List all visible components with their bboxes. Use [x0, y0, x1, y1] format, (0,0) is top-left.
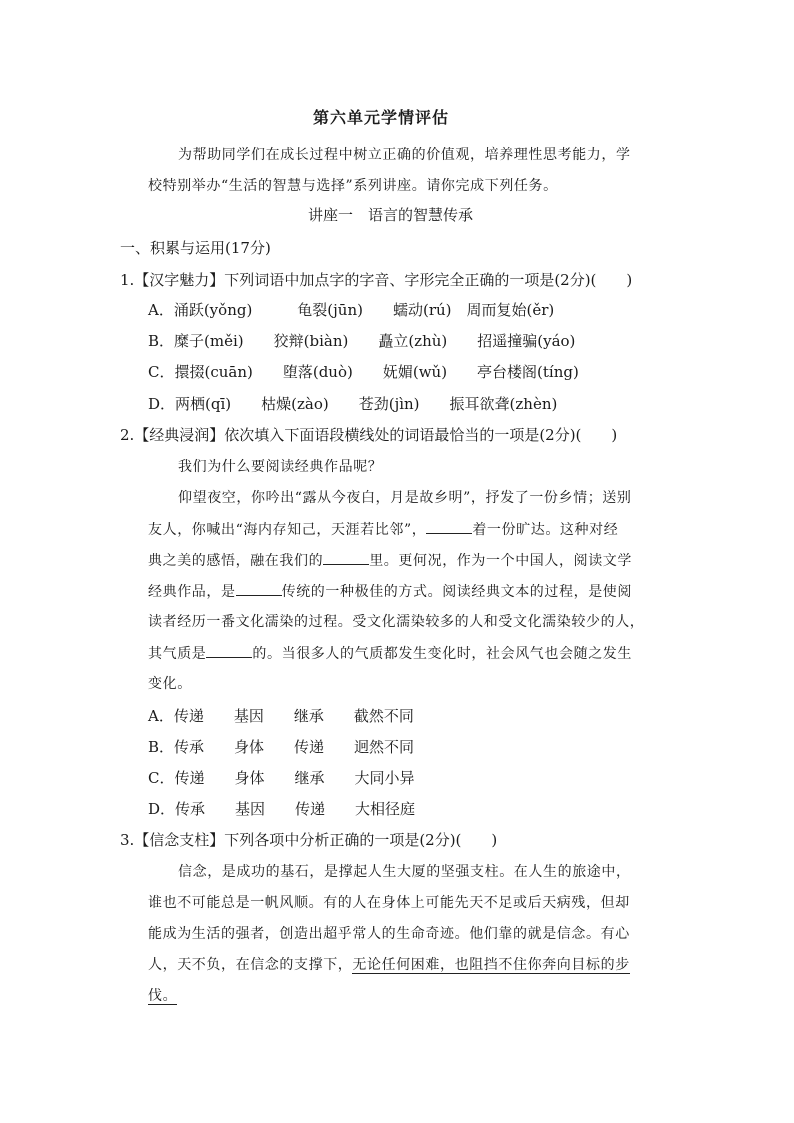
passage-text: 其气质是 — [148, 646, 207, 662]
passage-text: 的。当很多人的气质都发生变化时，社会风气也会随之发生 — [252, 646, 633, 662]
fill-blank-4 — [206, 643, 252, 658]
question-3-stem: 3.【信念支柱】下列各项中分析正确的一项是(2分)( ) — [120, 831, 498, 849]
passage-2-line-4 — [148, 550, 632, 571]
question-1-option-c: C．擐掇(cuān) 堕落(duò) 妩媚(wǔ) 亭台楼阁(tíng) — [148, 363, 579, 381]
question-1-option-b: B．糜子(měi) 狡辩(biàn) 矗立(zhù) 招遥撞骗(yáo) — [148, 332, 576, 350]
passage-text: 典之美的感悟，融在我们的 — [148, 553, 324, 569]
question-1-option-d: D．两栖(qī) 枯燥(zào) 苍劲(jìn) 振耳欲聋(zhèn) — [148, 395, 558, 413]
intro-line-1: 为帮助同学们在成长过程中树立正确的价值观，培养理性思考能力，学 — [178, 147, 631, 163]
passage-text: 人，天不负，在信念的支撑下， — [148, 957, 353, 973]
passage-3-line-5 — [148, 986, 177, 1006]
passage-3-line-2: 谁也不可能总是一帆风顺。有的人在身体上可能先天不足或后天病残，但却 — [148, 895, 630, 911]
passage-3-line-4 — [148, 955, 630, 975]
section-heading: 一、积累与运用(17分) — [120, 239, 271, 257]
passage-text: 经典作品，是 — [148, 584, 236, 600]
passage-2-line-6: 读者经历一番文化濡染的过程。受文化濡染较多的人和受文化濡染较少的人， — [148, 614, 645, 630]
passage-2-line-7 — [148, 643, 632, 664]
passage-3-line-1: 信念，是成功的基石，是撑起人生大厦的坚强支柱。在人生的旅途中， — [178, 864, 631, 880]
passage-text: 传统的一种极佳的方式。阅读经典文本的过程，是使阅 — [281, 584, 633, 600]
passage-3-line-3: 能成为生活的强者，创造出超乎常人的生命奇迹。他们靠的就是信念。有心 — [148, 926, 630, 942]
fill-blank-2 — [323, 550, 369, 565]
underlined-sentence: 无论任何困难，也阻挡不住你奔向目标的步 — [352, 957, 630, 973]
question-2-option-c: C．传递 身体 继承 大同小异 — [148, 769, 415, 787]
intro-line-2: 校特别举办“生活的智慧与选择”系列讲座。请你完成下列任务。 — [148, 178, 558, 194]
question-1-stem: 1.【汉字魅力】下列词语中加点字的字音、字形完全正确的一项是(2分)( ) — [120, 271, 633, 289]
passage-text: 友人，你喊出“海内存知己，天涯若比邻”， — [148, 522, 427, 538]
fill-blank-1 — [426, 519, 472, 534]
passage-2-line-3 — [148, 519, 618, 540]
question-2-option-a: A．传递 基因 继承 截然不同 — [148, 707, 414, 725]
question-2-option-b: B．传承 身体 传递 迥然不同 — [148, 738, 415, 756]
passage-2-line-1: 我们为什么要阅读经典作品呢？ — [178, 459, 383, 475]
passage-2-line-5 — [148, 581, 632, 602]
passage-2-line-2: 仰望夜空，你吟出“露从今夜白，月是故乡明”，抒发了一份乡情；送别 — [178, 490, 632, 506]
lecture-title: 讲座一 语言的智慧传承 — [308, 206, 474, 224]
question-1-option-a: A．涌跃(yǒng) 龟裂(jūn) 蠕动(rú) 周而复始(ěr) — [148, 301, 555, 319]
page-title: 第六单元学情评估 — [313, 108, 450, 127]
fill-blank-3 — [236, 581, 282, 596]
underlined-sentence-end: 伐。 — [148, 988, 178, 1004]
question-2-option-d: D．传承 基因 传递 大相径庭 — [148, 800, 416, 818]
passage-2-line-8: 变化。 — [148, 676, 192, 692]
question-2-stem: 2.【经典浸润】依次填入下面语段横线处的词语最恰当的一项是(2分)( ) — [120, 426, 618, 444]
passage-text: 里。更何况，作为一个中国人，阅读文学 — [369, 553, 633, 569]
passage-text: 着一份旷达。这种对经 — [472, 522, 619, 538]
